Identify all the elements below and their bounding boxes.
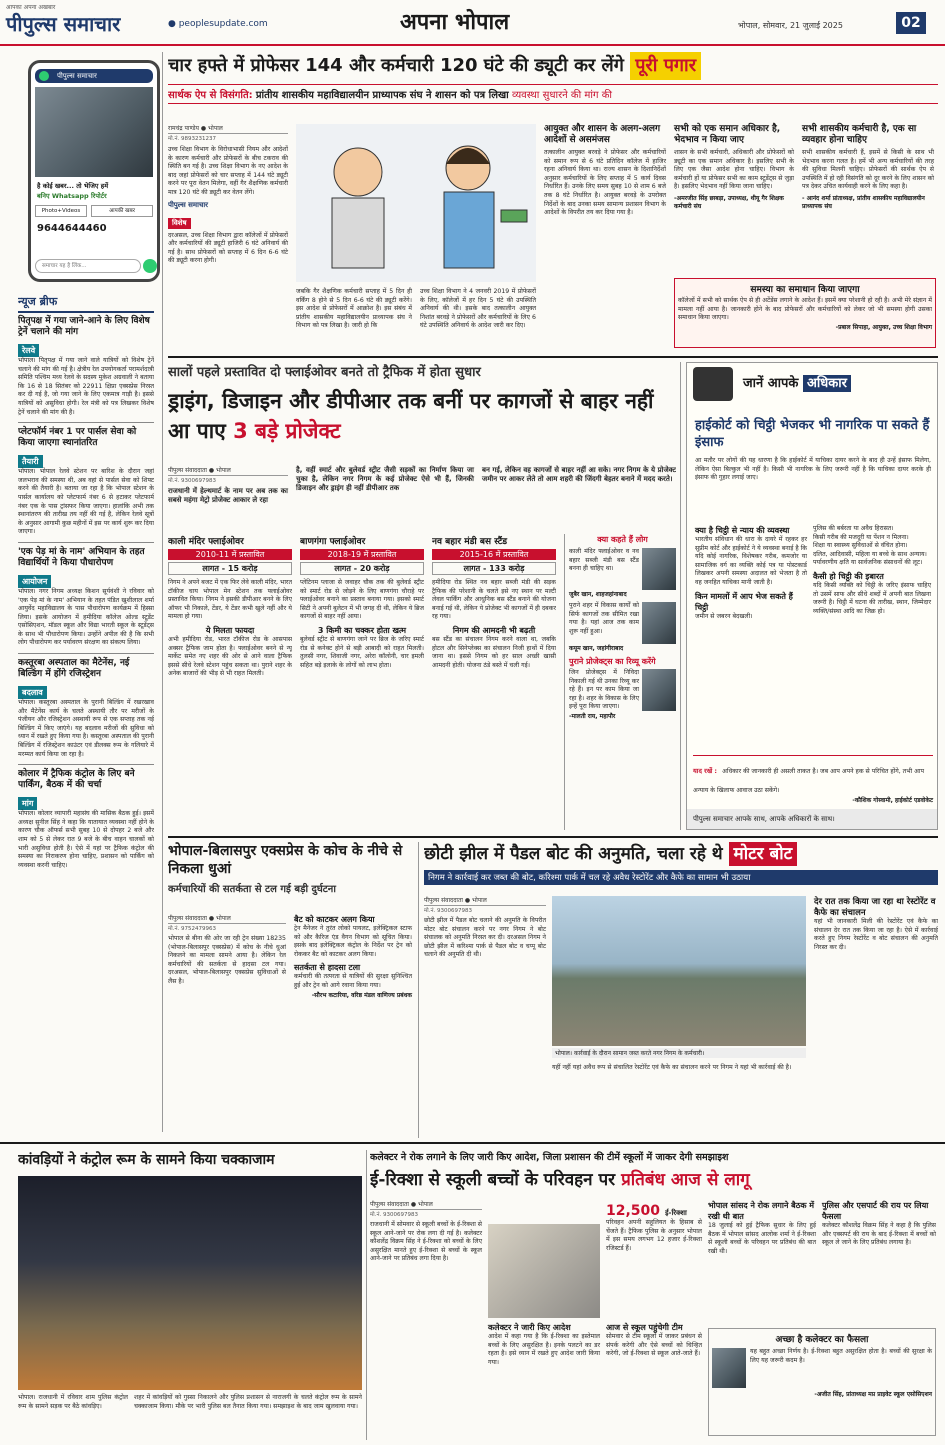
fist-icon <box>693 367 733 401</box>
boat-deck: निगम ने कार्रवाई कर जब्त की बोट, करिश्मा पार्क में चल रहे अवैध रेस्टोरेंट और कैफे का सामान भी उठाया <box>424 870 938 885</box>
ad-input: समाचार यह है लिंक... <box>35 259 141 273</box>
website-link[interactable]: ● peoplesupdate.com <box>168 19 268 29</box>
people-name: जुबैर खान, शाहजहांनाबाद <box>569 591 627 598</box>
kanwar-caption: भोपाल। राजधानी में रविवार शाम पुलिस कंट्रोल रूम के सामने सड़क पर बैठे कांवड़िए। <box>18 1394 128 1410</box>
paper-name: पीपुल्स समाचार <box>6 12 121 36</box>
flyover-headline-highlight: 3 बड़े प्रोजेक्ट <box>233 419 341 443</box>
project-year: 2018-19 में प्रस्तावित <box>300 549 424 560</box>
send-icon <box>143 259 157 273</box>
lead-sub3: सभी शासकीय कर्मचारी है, एक सा व्यवहार होना चाहिए <box>802 124 917 145</box>
brief-body: भोपाल। भोपाल रेलवे स्टेशन पर बारिश के दौरान जहां जलभराव की समस्या थी, अब वहां से पार्सल सेवा को शिफ्ट करने की तैयारी है। बताया जा रहा है कि भोपाल स्टेशन के पार्सल कार्यालय को प्लेटफार्म नंबर 6 से हटाकर प्लेटफार्म नंबर एक के पास ट्रांसफर किया जाएगा। हालांकि अभी तक स्थानांतरण की तारीख तय नहीं की गई है, लेकिन रेलवे सूत्रों के अनुसार आगामी कुछ महीनों में इस पर कार्य शुरू कर दिया जाएगा। <box>18 468 154 536</box>
flyover-headline: ड्राइंग, डिजाइन और डीपीआर तक बनीं पर कागजों से बाहर नहीं आ पाए <box>168 389 654 443</box>
ad-line2: बनिए Whatsapp रिपोर्टर <box>37 192 107 200</box>
adhikar-label: जानें आपके <box>743 376 799 391</box>
train-headline: भोपाल-बिलासपुर एक्सप्रेस के कोच के नीचे से निकला धुआं <box>168 843 403 877</box>
whatsapp-icon <box>39 71 49 81</box>
whatsapp-ad <box>28 60 160 282</box>
review-body: जिन प्रोजेक्ट्स में निविदा निकाली गई थी उनका रिव्यू कर रहे हैं। इन पर काम किया जा रहा है। शहर के विकास के लिए इन्हें पूरा किया जाएगा। <box>569 669 639 711</box>
erickshaw-sub2: आज से स्कूल पहुंचेगी टीम <box>606 1323 683 1332</box>
people-text: काली मंदिर फ्लाईओवर व नव बहार सब्जी मंडी बस स्टैंड बनना ही चाहिए था। <box>569 548 639 573</box>
project-sub-body: बुलेवर्ड स्ट्रीट से बाणगंगा जाने पर ब्रिज के जरिए स्मार्ट रोड से कनेक्ट होने से बड़ी आबादी को राहत मिलती। तुलसी नगर, शिवाजी नगर, अरेरा कॉलोनी, चार इमली सहित बड़े इलाके के लोगों को लाभ होता। <box>300 635 424 669</box>
adhikar-label-highlight: अधिकार <box>803 375 851 392</box>
project-sub: ये मिलता फायदा <box>205 625 255 635</box>
ad-field-photo: Photo+Videos <box>35 205 87 217</box>
boat-body2: यहीं नहीं यहां अवैध रूप से संचालित रेस्टोरेंट एवं कैफे का संचालन करने पर निगम ने यहां भी कार्रवाई की है। <box>552 1064 792 1071</box>
erickshaw-stat: 12,500 <box>606 1203 661 1219</box>
review-header: पुराने प्रोजेक्ट्स का रिव्यू करेंगे <box>569 657 656 666</box>
section-title: अपना भोपाल <box>400 9 510 35</box>
cartoon-illustration <box>296 124 536 282</box>
flyover-intro-b: है, वहीं स्मार्ट और बुलेवर्ड स्ट्रीट जैसी सड़कों का निर्माण किया जा चुका है, लेकिन नगर निगम के कई प्रोजेक्ट ऐसे भी हैं, जिनकी डिजाइन और ड्राइंग ही नहीं डीपीआर तक <box>296 466 474 492</box>
people-name: कयूम खान, जहांगीराबाद <box>569 645 624 652</box>
collector-box-quote: -अजीत सिंह, प्रांताध्यक्ष मप्र प्राइवेट स्कूल एसोसिएशन <box>814 1391 932 1398</box>
ad-phone: 9644644460 <box>37 223 107 234</box>
lead-byline: रामचंद्र पाण्डेय ● भोपाल <box>168 124 288 134</box>
train-story <box>168 842 414 1138</box>
erickshaw-headline: ई-रिक्शा से स्कूली बच्चों के परिवहन पर <box>370 1170 616 1190</box>
news-brief-header: न्यूज ब्रीफ <box>18 294 154 313</box>
brief-title: 'एक पेड़ मां के नाम' अभियान के तहत विद्यार्थियों ने किया पौधारोपण <box>18 546 145 568</box>
kanwar-headline: कांवड़ियों ने कंट्रोल रूम के सामने किया चक्काजाम <box>18 1152 275 1168</box>
boat-mobile: मो.नं. 9300697983 <box>424 908 473 914</box>
boat-body1: छोटी झील में पैडल बोट चलाने की अनुमति के विपरीत मोटर बोट संचालन करने पर नगर निगम ने बोट संचालक को अनुमति निरस्त कर दी। दरअसल निगम ने छोटी झील में करिश्मा पार्क से पैडल बोट व चप्पू बोट चलाने की अनुमति दी थी। <box>424 917 546 959</box>
people-opinion <box>564 534 676 830</box>
adhikar-list-item: पुलिस की बर्बरता या अवैध हिरासत। <box>813 525 894 532</box>
brief-item <box>18 769 154 870</box>
lead-sub2: सभी को एक समान अधिकार है, भेदभाव न किया जाए <box>674 124 781 145</box>
train-mobile: मो.नं. 9752479963 <box>168 926 217 932</box>
mayor-photo <box>642 669 676 711</box>
person-photo <box>642 548 676 590</box>
erickshaw-sub1: कलेक्टर ने जारी किए आदेश <box>488 1323 571 1332</box>
vishesh-brand: पीपुल्स समाचार <box>168 200 209 209</box>
person-photo <box>712 1348 746 1388</box>
train-byline: पीपुल्स संवाददाता ● भोपाल <box>168 914 286 924</box>
adhikar-q2: किन मामलों में आप भेज सकते हैं चिट्ठी <box>695 591 793 612</box>
lead-deck2: व्यवस्था सुधारने की मांग की <box>511 90 612 101</box>
erickshaw-kicker: कलेक्टर ने रोक लगाने के लिए जारी किए आदेश, जिला प्रशासन की टीमें स्कूलों में जाकर देगी समझाइश <box>370 1152 729 1163</box>
train-quote: -सौरभ कटारिया, वरिष्ठ मंडल वाणिज्य प्रबंधक <box>311 991 412 999</box>
project-sub-body: बस स्टैंड का संचालन निगम करने वाला था, जबकि होटल और सिनेप्लेक्स का संचालन निजी हाथों में दिया जाना था। इससे निगम को हर साल अच्छी खासी आमदनी होती। योजना ठंडे बस्ते में चली गई। <box>432 635 556 669</box>
flyover-intro-c: बन गई, लेकिन वह कागजों से बाहर नहीं आ सके। नगर निगम के ये प्रोजेक्ट जमीन पर आकर लेते तो आम शहरी की जिंदगी बेहतर बनाने में मदद करते। <box>482 466 676 483</box>
adhikar-intro: आ मतौर पर लोगों की यह धारणा है कि हाईकोर्ट में याचिका दायर करने के बाद ही उन्हें इंसाफ मिलेगा, लेकिन ऐसा बिल्कुल भी नहीं है। किसी भी नागरिक के लिए जरूरी नहीं है कि याचिका दायर करके ही इंसाफ की गुहार लगाई जाए। <box>695 457 931 482</box>
flyover-mobile: मो.नं. 9300697983 <box>168 478 217 484</box>
vishesh-tag: विशेष <box>168 218 191 229</box>
adhikar-note-quote: -कौशिक गोस्वामी, हाईकोर्ट एडवोकेट <box>852 797 933 804</box>
train-body1: भोपाल से बीना की ओर जा रही ट्रेन संख्या 18235 (भोपाल-बिलासपुर एक्सप्रेस) में कोच के नीचे धुआं निकलने का मामला सामने आया है। लेकिन रेल कर्मचारियों की सतर्कता से हादसा टल गया। दरअसल, भोपाल-बिलासपुर एक्सप्रेस सुविधाओं से लैस है। <box>168 935 286 985</box>
adhikar-headline: हाईकोर्ट को चिट्ठी भेजकर भी नागरिक पा सकते हैं इंसाफ <box>695 418 930 450</box>
people-header: क्या कहते हैं लोग <box>597 535 648 544</box>
adhikar-q3: कैसी हो चिट्ठी की इबारत <box>813 571 884 581</box>
lead-headline-highlight: पूरी पगार <box>630 52 701 80</box>
adhikar-footer: पीपुल्स समाचार आपके साथ, आपके अधिकारों के साथ। <box>687 809 937 829</box>
news-brief <box>18 294 154 1134</box>
adhikar-list-item: किसी गरीब की मजदूरी या पेंशन न मिलना। <box>813 533 909 541</box>
dateline: भोपाल, सोमवार, 21 जुलाई 2025 <box>738 21 843 30</box>
brief-body: भोपाल। कोलार व्यापारी महासंघ की मासिक बैठक हुई। इसमें अध्यक्ष सुनील सिंह ने कहा कि यातायात व्यवस्था नहीं होने के कारण चौक ऑफर्स सभी सुबह 10 से दोपहर 2 बजे और शाम को 5 से लेकर रात 9 बजे के बीच वाहन चालकों को भारी असुविधा होती है। ऐसे में यहां पर ट्रैफिक कंट्रोल की समस्या का निराकरण होना चाहिए, प्रशासन को पार्किंग को व्यवस्था करनी चाहिए। <box>18 810 154 869</box>
project-cost: लागत - 15 करोड़ <box>168 562 292 575</box>
kanwar-photo <box>18 1176 362 1390</box>
flyover-kicker: सालों पहले प्रस्तावित दो फ्लाईओवर बनते तो ट्रैफिक में होता सुधार <box>168 365 481 380</box>
boat-byline: पीपुल्स संवाददाता ● भोपाल <box>424 896 546 906</box>
lead-col2: जबकि गैर शैक्षणिक कर्मचारी सप्ताह में 5 दिन ही वर्किंग 8 होने से 5 दिन 6-6 घंटे की ड्यूटी करेंगे। इस आदेश से प्रोफेसरों में आक्रोश है। इस संबंध में प्रांतीय शासकीय महाविद्यालयीन प्राध्यापक संघ ने विभाग को पत्र लिखा है। जारी हो कि <box>296 288 412 330</box>
project-body: हमीदिया रोड स्थित नव बहार सब्जी मंडी की सड़क ट्रैफिक की परेशानी के चलते इसे नए स्थान पर मल्टी लेवल पार्किंग और आधुनिक बस स्टैंड बनाने की योजना बनाई गई थी, लेकिन ये प्रोजेक्ट भी कागजों में ही दबकर रह गया। <box>432 579 556 621</box>
lead-sub1: आयुक्त और शासन के अलग-अलग आदेशों से असमंजस <box>544 124 661 145</box>
brief-tag: आयोजन <box>18 575 51 588</box>
person-photo <box>642 602 676 644</box>
adhikar-note: अधिकार की जानकारी ही असली ताकत है। जब आप अपने हक से परिचित होंगे, तभी आप अन्याय के खिलाफ आवाज उठा सकेंगे। <box>693 768 924 794</box>
erickshaw-sub3-body: 18 जुलाई को हुई ट्रैफिक सुधार के लिए हुई बैठक में भोपाल सांसद आलोक शर्मा ने ई-रिक्शा से स्कूली बच्चों के परिवहन पर प्रतिबंध की बात रखी थी। <box>708 1222 816 1255</box>
lead-sub1-body: तत्कालीन आयुक्त बरवड़े ने प्रोफेसर और कर्मचारियों को समान रूप से 6 घंटे प्रतिदिन कॉलेज में हाजिर रहना अनिवार्य किया था। राज्य शासन के दिशानिर्देशों अनुसार कर्मचारियों के लिए सप्ताह में 5 कार्य दिवस निर्धारित हैं। उनके लिए समय सुबह 10 से शाम 6 बजे तक 8 घंटे निर्धारित है। आयुक्त बरवड़े के उपरोक्त निर्देशों के बाद उनका समय सामान्य प्रशासन विभाग के आदेशों के विपरीत तय कर दिया गया है। <box>544 149 666 217</box>
people-text: पुराने शहर में विकास कार्यों को सिर्फ कागजों तक सीमित रखा गया है। यहां आज तक काम शुरू नहीं हुआ। <box>569 602 639 635</box>
brief-item <box>18 547 154 648</box>
brief-tag: मांग <box>18 797 37 810</box>
erickshaw-stat-label: ई-रिक्शा <box>665 1209 687 1217</box>
brief-body: भोपाल। कस्तूरबा अस्पताल के पुरानी बिल्डिंग में रखरखाव और मैटेनेंस कार्य के चलते अस्थायी तौर पर मरीजों के पंजीयन और रजिस्ट्रेशन अस्थायी रूप से एक सप्ताह तक नई बिल्डिंग में किए जाएंगे। यह बदलाव मरीजों की सुविधा को ध्यान में रखते हुए किया गया है। कस्तूरबा अस्पताल की पुरानी बिल्डिंग में रजिस्ट्रेशन काउंटर एवं डीलक्स रूम के गलियारे में मरम्मत कार्य किया जा रहा है। <box>18 699 154 758</box>
ad-line1: है कोई खबर... तो भेजिए हमें <box>37 182 109 190</box>
project-card <box>300 534 424 830</box>
train-body2: ट्रेन मैनेजर ने तुरंत लोको पायलट, इलेक्ट्रिकल स्टाफ को और कैरिज एंड वैगन विभाग को सूचित किया। इसके बाद इलेक्ट्रिकल कंट्रोल के निर्देश पर ट्रेन को रोककर बैट को काटकर अलग किया। <box>294 925 412 958</box>
project-year: 2010-11 में प्रस्तावित <box>168 549 292 560</box>
solution-box <box>674 278 936 348</box>
brief-tag: रेलवे <box>18 344 39 357</box>
project-body: प्लेटिनम प्लाजा से जवाहर चौक तक की बुलेवर्ड स्ट्रीट को स्मार्ट रोड से जोड़ने के लिए बाणगंगा चौराहे पर फ्लाईओवर बनाने का प्रस्ताव बनाया गया। इसको स्मार्ट सिटी ने अपनी बुलेटन में भी जगह दी थी, लेकिन ये ब्रिज कागजों से बाहर नहीं आया। <box>300 579 424 621</box>
lead-sub3-body: सभी शासकीय कर्मचारी हैं, इसमें से किसी के साथ भी भेदभाव करना गलत है। हमें भी अन्य कर्मचारियों की तरह की सुविधा मिलनी चाहिए। प्रोफेसरों की सार्थक ऐप से उपस्थिति में हो रही विसंगति को दूर करने के लिए शासन को पत्र देकर उचित कार्यवाही करने के लिए कहा है। <box>802 149 934 191</box>
ad-brand: पीपुल्स समाचार <box>35 69 153 83</box>
brief-title: कोलार में ट्रैफिक कंट्रोल के लिए बने पार्किंग, बैठक में की चर्चा <box>18 769 135 791</box>
train-deck: कर्मचारियों की सतर्कता से टल गई बड़ी दुर्घटना <box>168 884 336 895</box>
erickshaw-photo <box>488 1224 600 1318</box>
solution-title: समस्या का समाधान किया जाएगा <box>750 285 860 295</box>
project-name: काली मंदिर फ्लाईओवर <box>168 537 244 547</box>
brief-title: पितृपक्ष में गया जाने-आने के लिए विशेष ट्रेनें चलाने की मांग <box>18 316 150 337</box>
adhikar-q3-body: यदि किसी व्यक्ति को चिट्ठी के जरिए इंसाफ चाहिए तो उसमें साफ और सीधे शब्दों में अपनी बात लिखना जरूरी है। चिट्ठी में घटना की तारीख, स्थान, जिम्मेदार व्यक्ति/संस्था आदि का जिक्र हो। <box>813 581 931 615</box>
collector-box-title: अच्छा है कलेक्टर का फैसला <box>775 1335 869 1345</box>
brief-title: कस्तूरबा अस्पताल का मैटेनेंस, नई बिल्डिंग में होंगे रजिस्ट्रेशन <box>18 658 130 680</box>
project-card <box>432 534 556 830</box>
brief-item <box>18 316 154 417</box>
boat-headline: छोटी झील में पैडल बोट की अनुमति, चला रहे थे <box>424 844 723 864</box>
erickshaw-sub4: पुलिस और एसपार्ट की राय पर लिया फैसला <box>822 1201 929 1221</box>
boat-story <box>424 842 938 1138</box>
boat-caption: भोपाल। कार्रवाई के दौरान सामान जब्त करते नगर निगम के कर्मचारी। <box>552 1048 806 1058</box>
train-sub1: बैट को काटकर अलग किया <box>294 915 375 924</box>
kanwar-story <box>18 1150 362 1440</box>
lead-sub2-quote: -अमरजीत सिंह छाबड़ा, उपाध्यक्ष, थीयू गैर शिक्षक कर्मचारी संघ <box>674 194 784 210</box>
lead-story <box>168 52 938 352</box>
erickshaw-stat-body: परिवहन अपनी सहूलियत के हिसाब से चेंजते हैं। ट्रैफिक पुलिस के अनुसार भोपाल में इस समय लगभग 12 हजार ई-रिक्शा रजिस्टर्ड हैं। <box>606 1219 702 1252</box>
erickshaw-body1: राजधानी में सोमवार से स्कूली बच्चों के ई-रिक्शा से स्कूल आने-जाने पर रोक लगा दी गई है। कलेक्टर कौशलेंद्र विक्रम सिंह ने ई-रिक्शा को बच्चों के लिए असुरक्षित मानते हुए ई-रिक्शा से बच्चों के स्कूल आने-जाने पर प्रतिबंध लगा दिया है। <box>370 1221 482 1263</box>
erickshaw-sub1-body: आदेश में कहा गया है कि ई-रिक्शा का इस्तेमाल बच्चों के लिए असुरक्षित है। इनके पलटने का डर रहता है। इसे ध्यान में रखते हुए आदेश जारी किया गया। <box>488 1333 600 1366</box>
brief-title: प्लेटफॉर्म नंबर 1 पर पार्सल सेवा को किया जाएगा स्थानांतरित <box>18 427 137 449</box>
paper-tagline: आपका अपना अखबार <box>6 4 56 11</box>
project-name: नव बहार मंडी बस स्टैंड <box>432 537 508 547</box>
train-sub2: सतर्कता से हादसा टला <box>294 963 361 973</box>
flyover-byline: पीपुल्स संवाददाता ● भोपाल <box>168 466 288 476</box>
brief-body: भोपाल। पितृपक्ष में गया जाने वाले यात्रियों को विशेष ट्रेनें चलाने की मांग की गई है। क्षेत्रीय रेल उपयोगकर्ता परामर्शदात्री समिति पश्चिम मध्य रेलवे के सदस्य मुकेश अग्रवाली ने बताया कि 16 से 18 सितंबर को 22911 क्षिप्रा एक्सप्रेस निरस्त कर दी गई है, जो गया जाने के लिए एकमात्र गाड़ी है। इससे यात्रियों को असुविधा होगी। रेल मंत्री को पत्र लिखकर विशेष ट्रेनें चलाने की मांग की है। <box>18 357 154 416</box>
masthead <box>0 0 945 46</box>
adhikar-note-label: याद रखें : <box>693 767 718 775</box>
project-card <box>168 534 292 830</box>
adhikar-q1: क्या है चिट्ठी से न्याय की व्यवस्था <box>695 526 790 535</box>
flyover-intro-a: राजधानी में हेल्थमार्ट के नाम पर अब तक का सबसे महंगा मेट्रो प्रोजेक्ट आकार ले रहा <box>168 487 288 504</box>
lead-sub3-quote: - आनंद शर्मा प्रांताध्यक्ष, प्रांतीय शासकीय महाविद्यालयीन प्राध्यापक संघ <box>802 194 925 210</box>
review-quote: -मालती राय, महापौर <box>569 712 616 720</box>
erickshaw-sub4-body: कलेक्टर कौशलेंद्र विक्रम सिंह ने कहा है कि पुलिस और एक्सपर्ट की राय के बाद ई-रिक्शा में बच्चों को स्कूल ले जाने के लिए प्रतिबंध लगाया है। <box>822 1222 936 1247</box>
collector-box <box>708 1328 936 1436</box>
kanwar-body: शहर में कांवड़ियों को गुस्सा निकालने और पुलिस प्रशासन से नाराजगी के चलते कंट्रोल रूम के सामने चक्काजाम किया। मौके पर भारी पुलिस बल तैनात किया गया। समझाइश के बाद जाम खुलवाया गया। <box>134 1394 362 1410</box>
ad-field-news: आपकी खबर <box>91 205 153 217</box>
train-body3: कर्मचारी की तत्परता से यात्रियों की सुरक्षा सुनिश्चित हुई और ट्रेन को आगे रवाना किया गया। <box>294 973 412 989</box>
boat-photo <box>552 896 806 1046</box>
brief-item <box>18 427 154 537</box>
adhikar-box <box>686 362 938 830</box>
lead-col1: दरअसल, उच्च शिक्षा विभाग द्वारा कॉलेजों में प्रोफेसरों और कर्मचारियों की ड्यूटी हाजिरी 6 घंटे अनिवार्य की गई है। साथ प्रोफेसरों को सप्ताह में 6 दिन 6-6 घंटे की ड्यूटी करना होगी। <box>168 231 288 265</box>
lead-col3: उच्च शिक्षा विभाग ने 4 जनवरी 2019 में प्रोफेसरों के लिए, कॉलेजों में हर दिन 5 घंटे की उपस्थिति अनिवार्य की थी। इसके बाद तत्कालीन आयुक्त निशांत बरवड़े ने प्रोफेसरों और कर्मचारियों के लिए 6 घंटे उपस्थिति अनिवार्य के आदेश जारी कर दिए। <box>420 288 536 330</box>
project-cost: लागत - 133 करोड़ <box>432 562 556 575</box>
boat-sub-body: यहां भी जानकारी मिली की रेस्टोरेंट एवं कैफे का संचालन देर रात तक किया जा रहा है। ऐसे में कार्रवाई करते हुए निगम रेस्टोरेंट व बोट संचालन की अनुमति निरस्त कर दी। <box>814 918 938 951</box>
adhikar-note <box>693 755 933 804</box>
adhikar-q2-item: जमीन से जबरन बेदखली। <box>695 612 753 620</box>
brief-body: भोपाल। नगर निगम अध्यक्ष किशन सूर्यवंशी ने रविवार को 'एक पेड़ मां के नाम' अभियान के तहत पंडित खुशीलाल शर्मा आयुर्वेद महाविद्यालय के पास पौधारोपण कार्यक्रम में हिस्सा लिया। इसके आयोजन में हमीदिया कॉलेज ओल्ड स्टूडेंट एसोसिएशन, मॉडल स्कूल और विद्या भारती स्कूल के स्टूडेंट्स के साथ भी पौधारोपण किया। उन्होंने अपील की है कि सभी लोग पौधारोपण कर पर्यावरण संरक्षण का संकल्प लिया। <box>18 587 154 647</box>
adhikar-list-item: शिक्षा या स्वास्थ्य सुविधाओं से वंचित होना। <box>813 542 908 550</box>
boat-headline-highlight: मोटर बोट <box>729 842 798 866</box>
project-cost: लागत - 20 करोड़ <box>300 562 424 575</box>
project-sub: 3 किमी का चक्कर होता खत्म <box>317 625 407 635</box>
brief-tag: बदलाव <box>18 686 47 699</box>
erickshaw-story <box>370 1150 938 1440</box>
ad-photo <box>35 87 153 177</box>
project-sub: निगम की आमदनी भी बढ़ती <box>452 625 536 635</box>
adhikar-q1-body: भारतीय संविधान की धारा के दायरे में रहकर हर सुप्रीम कोर्ट और हाईकोर्ट ने ये व्यवस्था बनाई है कि यदि कोई नागरिक, विशेषकर गरीब, कमजोर या सामाजिक वर्ग का व्यक्ति कोई पत्र या पोस्टकार्ड लिखकर अपनी समस्या अदालत को भेजता है तो वह जनहित याचिका मानी जाती है। <box>695 536 807 586</box>
project-year: 2015-16 में प्रस्तावित <box>432 549 556 560</box>
project-body: निगम ने अपने बजट में एक फिर लेवे काली मंदिर, भारत टॉकीज चाय भोपाल मेन स्टेशन तक फ्लाईओवर प्रस्तावित किया। निगम ने इसकी डीपीआर बनने के लिए ऑफर भी निकाले, टेंडर, ये टेंडर कभी खुले नहीं और ये मामला हो गया। <box>168 579 292 621</box>
lead-kicker: सार्थक ऐप से विसंगति: <box>168 90 253 101</box>
collector-box-body: यह बहुत अच्छा निर्णय है। ई-रिक्शा बहुत असुरक्षित होता है। बच्चों की सुरक्षा के लिए यह जरूरी कदम है। <box>750 1348 932 1364</box>
erickshaw-sub3: भोपाल सांसद ने रोक लगाने बैठक में रखी थी बात <box>708 1201 815 1221</box>
erickshaw-sub2-body: सोमवार से टीम स्कूलों में जाकर प्रबंधन से संपर्क करेगी और ऐसे बच्चों को चिन्हित करेगी, जो ई-रिक्शा से स्कूल आते-जाते हैं। <box>606 1333 702 1358</box>
lead-intro: उच्च शिक्षा विभाग के विरोधाभासी नियम और आदेशों के कारण कर्मचारी और प्रोफेसरों के बीच टकराव की स्थिति बन गई है। उच्च शिक्षा विभाग के नए आदेश के बाद जहां प्रोफेसरों को चार सप्ताह में 144 घंटे ड्यूटी करने पर पूरा वेतन मिलेगा, वहीं गैर शैक्षणिक कर्मचारी मात्र 120 घंटे की ड्यूटी कर वेतन लेंगे। <box>168 146 288 196</box>
lead-deck: प्रांतीय शासकीय महाविद्यालयीन प्राध्यापक संघ ने शासन को पत्र लिखा <box>255 90 509 101</box>
project-name: बाणगंगा फ्लाईओवर <box>300 537 366 547</box>
erickshaw-mobile: मो.नं. 9300697983 <box>370 1212 419 1218</box>
boat-sub: देर रात तक किया जा रहा था रेस्टोरेंट व कैफे का संचालन <box>814 897 936 918</box>
adhikar-list-item: दलित, आदिवासी, महिला या बच्चे के साथ अन्याय। <box>813 550 927 558</box>
flyover-story <box>168 362 676 830</box>
brief-tag: तैयारी <box>18 455 43 468</box>
project-sub-body: अभी हमीदिया रोड, भारत टॉकीज रोड के आसपास अक्सर ट्रैफिक जाम होता है। फ्लाईओवर बनने से न्यू मार्केट समेत नए शहर की ओर से आने वाला ट्रैफिक इससे सीधे रेलवे स्टेशन पहुंच सकता था। पुराने शहर के अनेक बाजारों की भीड़ से भी राहत मिलती। <box>168 635 292 678</box>
solution-body: कॉलेजों में सभी को सार्थक ऐप से ही अटेंडेंस लगाने के आदेश हैं। इसमें क्या परेशानी हो रही है। अभी मेरे संज्ञान में मामला नहीं आया है। जानकारी होने के बाद प्रोफेसरों और कर्मचारियों को लेकर जो भी समस्या होगी उसका समाधान किया जाएगा। <box>678 297 932 322</box>
solution-quote: -प्रबाल सिपाहा, आयुक्त, उच्च शिक्षा विभाग <box>835 323 932 331</box>
lead-mobile: मो.नं. 9893231237 <box>168 136 217 142</box>
adhikar-list-item: पर्यावरणीय क्षति या सार्वजनिक संसाधनों की लूट। <box>813 559 923 567</box>
lead-sub2-body: शासन के सभी कर्मचारी, अधिकारी और प्रोफेसरों को ड्यूटी का एक समान अधिकार है। इसलिए सभी के लिए एक जैसा आदेश होना चाहिए। विभाग के कर्मचारी हों या प्रोफेसर सभी का काम स्टूडेंट्स से जुड़ा है। इसलिए भेदभाव नहीं किया जाना चाहिए। <box>674 149 794 191</box>
brief-item <box>18 658 154 759</box>
lead-headline: चार हफ्ते में प्रोफेसर 144 और कर्मचारी 120 घंटे की ड्यूटी कर लेंगे <box>168 55 624 76</box>
erickshaw-byline: पीपुल्स संवाददाता ● भोपाल <box>370 1200 482 1210</box>
erickshaw-headline-highlight: प्रतिबंध आज से लागू <box>621 1170 750 1190</box>
page-number: 02 <box>896 12 926 34</box>
